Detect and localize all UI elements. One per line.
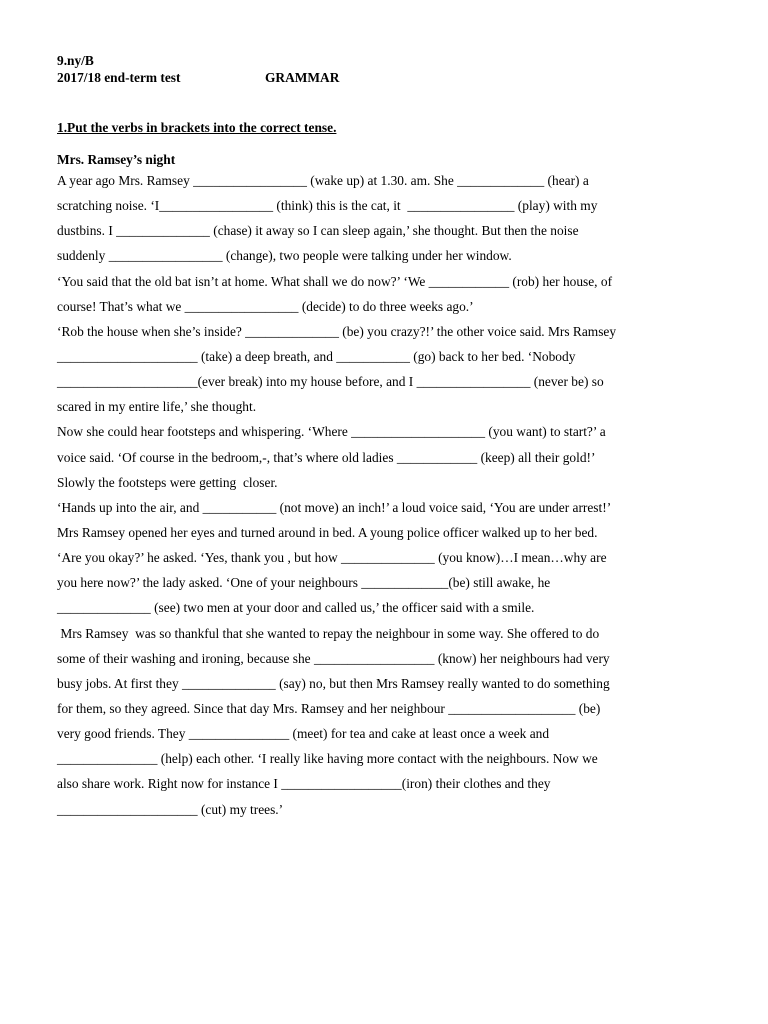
story-line: course! That’s what we _________________ (decide) to do three weeks ago.’ — [57, 298, 474, 314]
story-line: scared in my entire life,’ she thought. — [57, 399, 257, 415]
story-line: _____________________ (cut) my trees.’ — [57, 801, 284, 817]
test-name: 2017/18 end-term test — [57, 70, 181, 85]
story-line: Mrs Ramsey opened her eyes and turned around in bed. A young police officer walked up to her bed. — [57, 524, 598, 540]
story-line: suddenly _________________ (change), two people were talking under her window. — [57, 248, 512, 264]
story-line: scratching noise. ‘I_________________ (think) this is the cat, it ________________ (play) with my — [57, 198, 598, 214]
story-line: you here now?’ the lady asked. ‘One of your neighbours _____________(be) still awake, he — [57, 575, 551, 591]
story-line: busy jobs. At first they ______________ (say) no, but then Mrs Ramsey really wanted to do something — [57, 675, 610, 691]
story-line: _____________________(ever break) into my house before, and I _________________ (never be) so — [57, 374, 604, 390]
story-line: Slowly the footsteps were getting closer. — [57, 474, 278, 490]
story-line: dustbins. I ______________ (chase) it away so I can sleep again,’ she thought. But then the noise — [57, 223, 579, 239]
story-line: some of their washing and ironing, because she __________________ (know) her neighbours had very — [57, 650, 610, 666]
story-line: ______________ (see) two men at your door and called us,’ the officer said with a smile. — [57, 600, 535, 616]
story-line: voice said. ‘Of course in the bedroom,-, that’s where old ladies ____________ (keep) all their gold!’ — [57, 449, 596, 465]
story-line: ‘Are you okay?’ he asked. ‘Yes, thank you , but how ______________ (you know)…I mean…why are — [57, 550, 607, 566]
story-line: very good friends. They _______________ (meet) for tea and cake at least once a week and — [57, 726, 550, 742]
story-line: ‘Hands up into the air, and ___________ (not move) an inch!’ a loud voice said, ‘You are under arrest!’ — [57, 499, 612, 515]
story-line: ‘You said that the old bat isn’t at home. What shall we do now?’ ‘We ____________ (rob) her house, of — [57, 273, 613, 289]
subject-label: GRAMMAR — [265, 70, 340, 85]
story-line: Now she could hear footsteps and whispering. ‘Where ____________________ (you want) to start?’ a — [57, 424, 606, 440]
class-code: 9.ny/B — [57, 53, 94, 68]
task-title: 1.Put the verbs in brackets into the correct tense. — [57, 120, 337, 135]
story-line: ‘Rob the house when she’s inside? ______________ (be) you crazy?!’ the other voice said. Mrs Ramsey — [57, 323, 617, 339]
worksheet-page — [57, 52, 717, 822]
story-line: _______________ (help) each other. ‘I really like having more contact with the neighbours. Now we — [57, 751, 598, 767]
test-header-line — [57, 69, 717, 86]
story-line: Mrs Ramsey was so thankful that she wanted to repay the neighbour in some way. She offered to do — [57, 625, 600, 641]
story-text — [57, 168, 717, 822]
story-line: A year ago Mrs. Ramsey _________________ (wake up) at 1.30. am. She _____________ (hear) a — [57, 173, 589, 188]
story-title: Mrs. Ramsey’s night — [57, 152, 176, 167]
story-line: also share work. Right now for instance I __________________(iron) their clothes and they — [57, 776, 551, 792]
story-line: _____________________ (take) a deep breath, and ___________ (go) back to her bed. ‘Nobody — [57, 348, 576, 364]
story-line: for them, so they agreed. Since that day Mrs. Ramsey and her neighbour ___________________ (be) — [57, 700, 601, 716]
